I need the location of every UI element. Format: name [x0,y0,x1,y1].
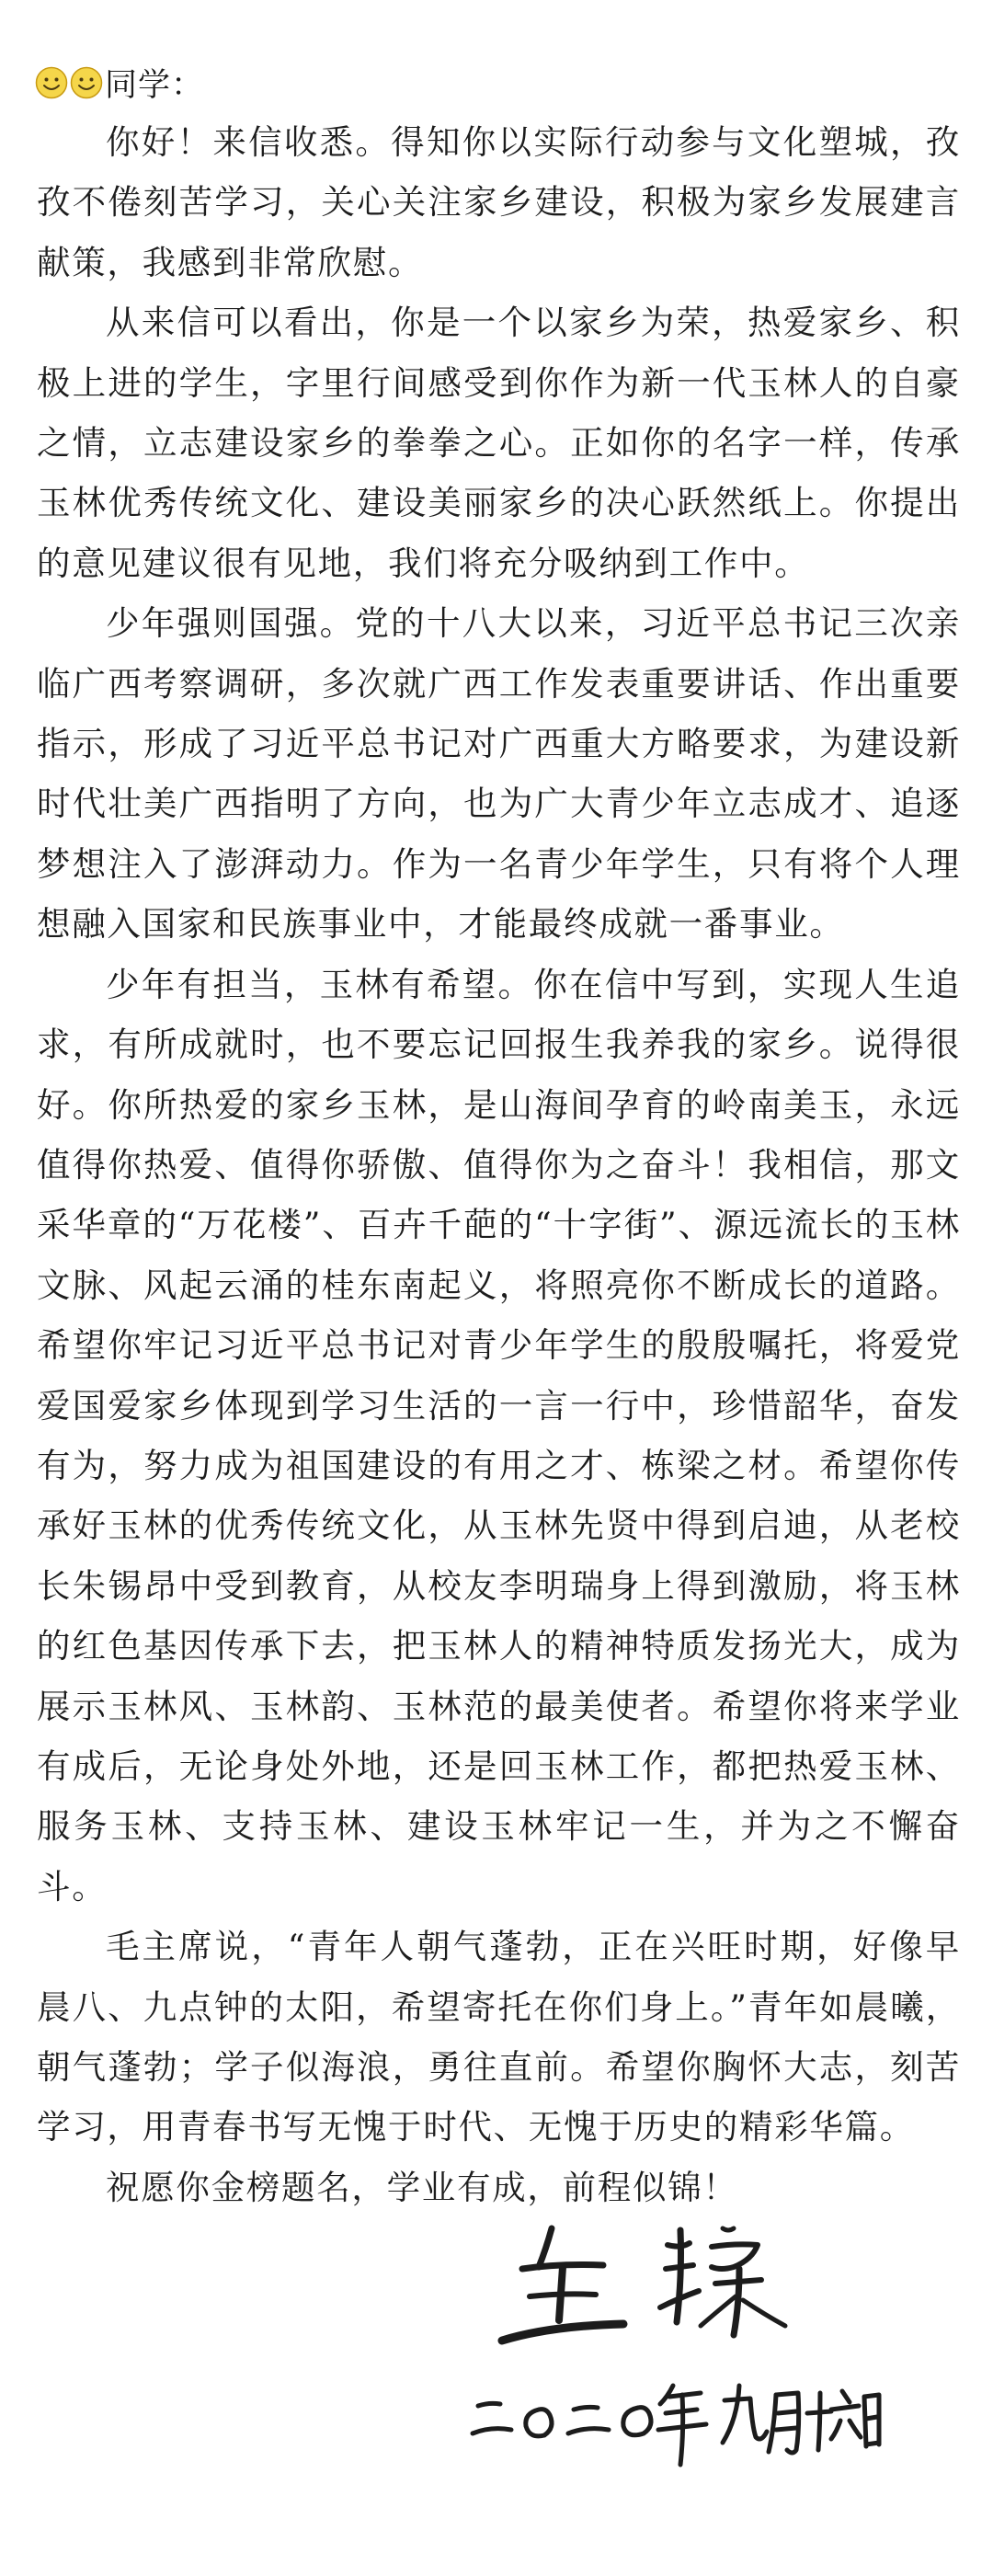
paragraph-4: 少年有担当，玉林有希望。你在信中写到，实现人生追求，有所成就时，也不要忘记回报生我养我的家乡。说得很好。你所热爱的家乡玉林，是山海间孕育的岭南美玉，永远值得你热爱、值得你骄傲、值得你为之奋斗！我相信，那文采华章的“万花楼”、百卉千葩的“十字街”、源远流长的玉林文脉、风起云涌的桂东南起义，将照亮你不断成长的道路。希望你牢记习近平总书记对青少年学生的殷殷嘱托，将爱党爱国爱家乡体现到学习生活的一言一行中，珍惜韶华，奋发有为，努力成为祖国建设的有用之才、栋梁之材。希望你传承好玉林的优秀传统文化，从玉林先贤中得到启迪，从老校长朱锡昂中受到教育，从校友李明瑞身上得到激励，将玉林的红色基因传承下去，把玉林人的精神特质发扬光大，成为展示玉林风、玉林韵、玉林范的最美使者。希望你将来学业有成后，无论身处外地，还是回玉林工作，都把热爱玉林、服务玉林、支持玉林、建设玉林牢记一生，并为之不懈奋斗。 [37,964,961,1906]
letter-body [37,112,961,2217]
paragraph-3: 少年强则国强。党的十八大以来，习近平总书记三次亲临广西考察调研，多次就广西工作发表重要讲话、作出重要指示，形成了习近平总书记对广西重大方略要求，为建设新时代壮美广西指明了方向，也为广大青少年立志成才、追逐梦想注入了澎湃动力。作为一名青少年学生，只有将个人理想融入国家和民族事业中，才能最终成就一番事业。 [37,603,961,945]
paragraph-2: 从来信可以看出，你是一个以家乡为荣，热爱家乡、积极上进的学生，字里行间感受到你作为新一代玉林人的自豪之情，立志建设家乡的拳拳之心。正如你的名字一样，传承玉林优秀传统文化、建设美丽家乡的决心跃然纸上。你提出的意见建议很有见地，我们将充分吸纳到工作中。 [37,303,961,583]
signature-strokes [485,2212,807,2359]
paragraph-1: 你好！来信收悉。得知你以实际行动参与文化塑城，孜孜不倦刻苦学习，关心关注家乡建设，积极为家乡发展建言献策，我感到非常欣慰。 [37,122,961,282]
date-strokes [460,2373,883,2474]
handwritten-signature [485,2212,807,2359]
smiley-face-icon [35,66,68,99]
handwritten-date [460,2373,883,2474]
greeting-line [35,61,204,105]
paragraph-5: 毛主席说，“青年人朝气蓬勃，正在兴旺时期，好像早晨八、九点钟的太阳，希望寄托在你们身上。”青年如晨曦，朝气蓬勃；学子似海浪，勇往直前。希望你胸怀大志，刻苦学习，用青春书写无愧于时代、无愧于历史的精彩华篇。 [37,1927,961,2147]
paragraph-6: 祝愿你金榜题名，学业有成，前程似锦！ [106,2167,738,2207]
recipient-suffix: 同学： [105,67,205,104]
smiley-face-icon [70,66,103,99]
